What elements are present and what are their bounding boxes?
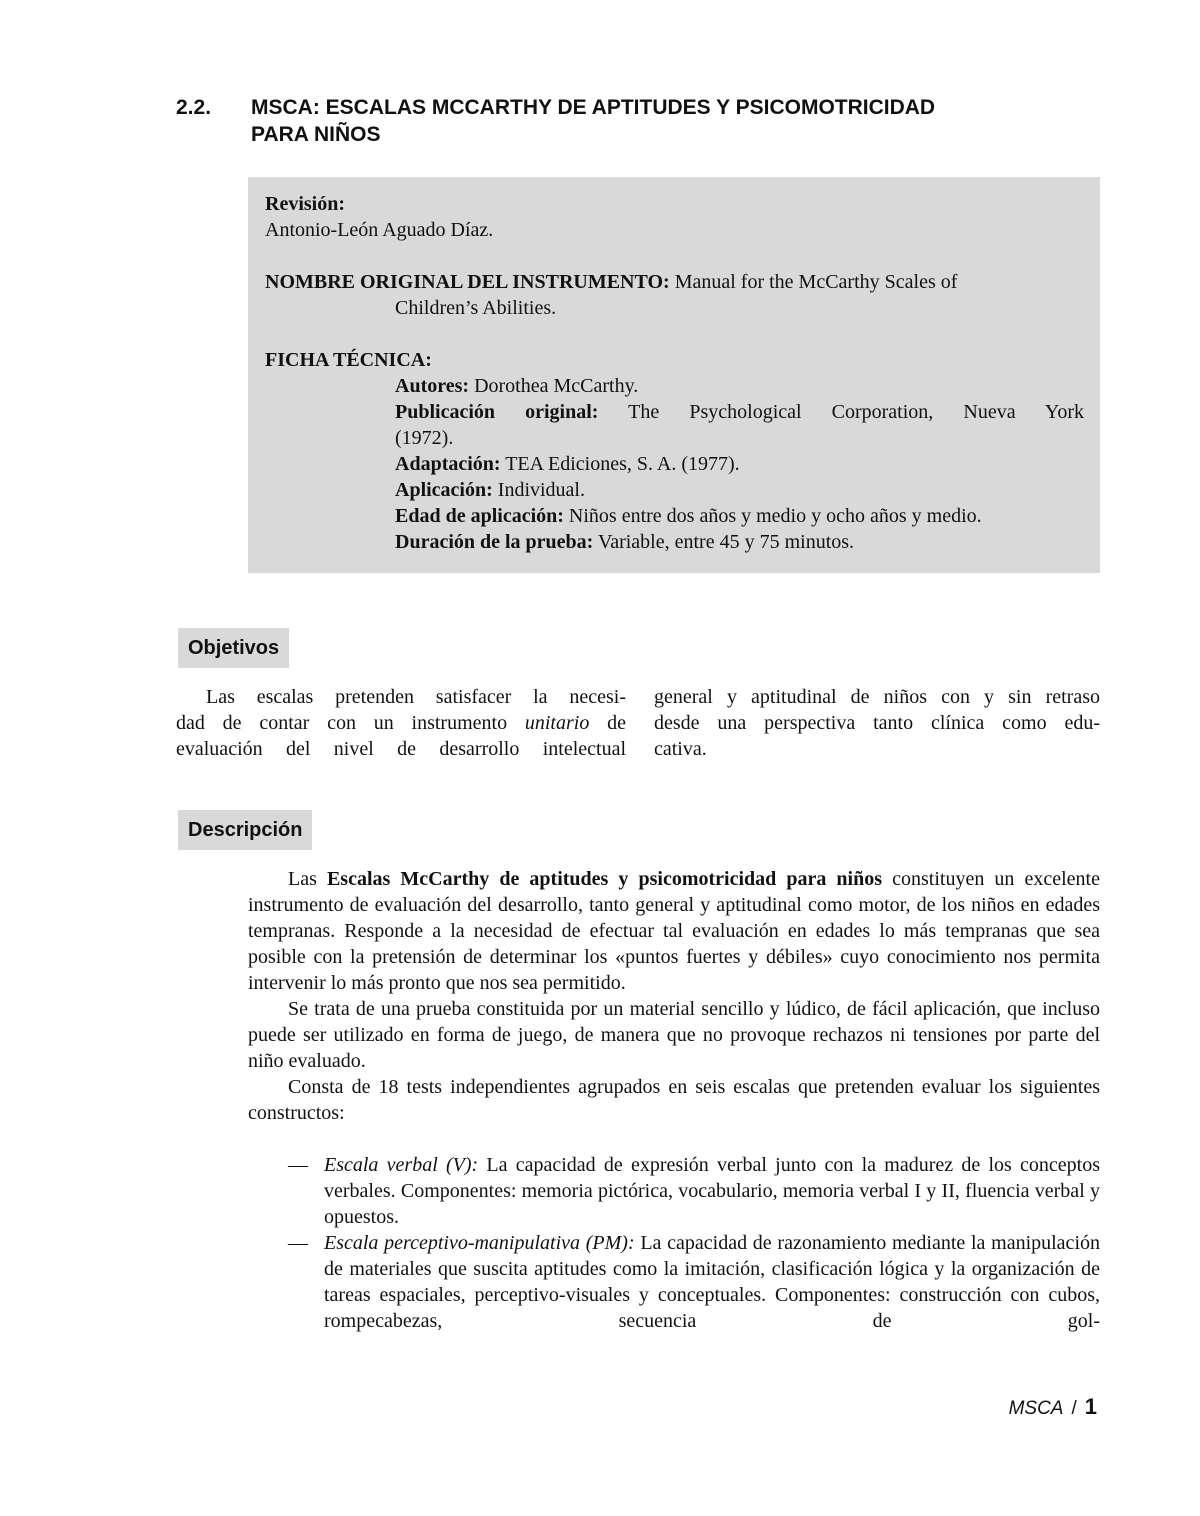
- scales-list: [248, 1152, 1100, 1334]
- page-number: 1: [1084, 1394, 1097, 1419]
- section-title: [251, 94, 1111, 148]
- descripcion-label: Descripción: [178, 810, 312, 850]
- list-dash: —: [288, 1232, 308, 1254]
- edad-value: Niños entre dos años y medio y ocho años y medio.: [568, 505, 982, 527]
- ficha-edad: [265, 503, 1084, 529]
- publicacion-value-2: (1972).: [395, 427, 454, 449]
- objetivos-right-line-1: general y aptitudinal de niños con y sin retraso: [654, 686, 1100, 708]
- list-item: [248, 1152, 1100, 1230]
- duracion-label: Duración de la prueba:: [395, 531, 594, 553]
- section-title-line-1: MSCA: ESCALAS MCCARTHY DE APTITUDES Y PSICOMOTRICIDAD: [251, 96, 936, 119]
- section-number: 2.2.: [176, 96, 212, 119]
- revision-label: Revisión:: [265, 193, 345, 215]
- list-item-title: Escala perceptivo-manipulativa (PM):: [324, 1232, 635, 1254]
- objetivos-left-line-2b: de: [589, 712, 626, 734]
- list-item-title: Escala verbal (V):: [324, 1154, 479, 1176]
- technical-info-box: [248, 177, 1100, 573]
- page-footer: [1009, 1394, 1097, 1420]
- objetivos-right-line-2: desde una perspectiva tanto clínica como edu-: [654, 712, 1100, 734]
- original-name-label: NOMBRE ORIGINAL DEL INSTRUMENTO:: [265, 271, 670, 293]
- publicacion-label: Publicación original:: [395, 401, 599, 423]
- ficha-adaptacion: [265, 451, 1084, 477]
- ficha-label: FICHA TÉCNICA:: [265, 349, 432, 371]
- original-name-block: [265, 269, 1084, 321]
- objetivos-label: Objetivos: [178, 628, 289, 668]
- descripcion-text: [248, 866, 1100, 1334]
- scale-name-emphasis: Escalas McCarthy de aptitudes y psicomotricidad para niños: [326, 868, 883, 890]
- adaptacion-value: TEA Ediciones, S. A. (1977).: [505, 453, 740, 475]
- adaptacion-label: Adaptación:: [395, 453, 501, 475]
- autores-value: Dorothea McCarthy.: [474, 375, 639, 397]
- footer-doc-name: MSCA: [1008, 1398, 1064, 1419]
- revision-value: Antonio-León Aguado Díaz.: [265, 219, 494, 241]
- list-item: [248, 1230, 1100, 1334]
- objetivos-right-line-3: cativa.: [654, 738, 707, 760]
- objetivos-column-right: [654, 684, 1100, 762]
- p1-rest: constituyen un excelente instrumento de evaluación del desarrollo, tanto general y aptitudinal como motor, de los niños en edades tempranas. Responde a la necesidad de efectuar tal evaluación en edades lo más tempranas que sea posible con la pretensión de determinar los «puntos fuertes y débiles» cuyo conocimiento nos permita intervenir lo más pronto que nos sea permitido.: [248, 868, 1100, 994]
- objetivos-left-line-2a: dad de contar con un instrumento: [176, 712, 525, 734]
- original-name-value-1: Manual for the McCarthy Scales of: [674, 271, 958, 293]
- revision-block: [265, 191, 1084, 243]
- list-item-text: La capacidad de expresión verbal junto con la madurez de los conceptos verbales. Componentes: memoria pictórica, vocabulario, memoria verbal I y II, fluencia verbal y opuestos.: [324, 1154, 1100, 1228]
- ficha-aplicacion: [265, 477, 1084, 503]
- objetivos-left-line-1: Las escalas pretenden satisfacer la necesi-: [206, 686, 626, 708]
- descripcion-paragraph-3: Consta de 18 tests independientes agrupados en seis escalas que pretenden evaluar los siguientes constructos:: [248, 1076, 1100, 1124]
- aplicacion-label: Aplicación:: [395, 479, 493, 501]
- objetivos-left-line-2: [176, 710, 626, 736]
- publicacion-value-1: The Psychological Corporation, Nueva York: [628, 401, 1085, 423]
- original-name-value-2: Children’s Abilities.: [395, 297, 557, 319]
- edad-label: Edad de aplicación:: [395, 505, 564, 527]
- descripcion-paragraph-2: Se trata de una prueba constituida por un material sencillo y lúdico, de fácil aplicación, que incluso puede ser utilizado en forma de juego, de manera que no provoque rechazos ni tensiones por parte del niño evaluado.: [248, 998, 1100, 1072]
- ficha-block: [265, 347, 1084, 555]
- unitario-emphasis: unitario: [524, 712, 590, 734]
- duracion-value: Variable, entre 45 y 75 minutos.: [597, 531, 855, 553]
- aplicacion-value: Individual.: [497, 479, 585, 501]
- ficha-publicacion: [265, 399, 1084, 425]
- objetivos-column-left: [176, 684, 626, 762]
- descripcion-paragraph-1: [248, 866, 1100, 996]
- footer-separator: /: [1071, 1398, 1077, 1419]
- ficha-autores: [265, 373, 1084, 399]
- list-dash: —: [288, 1154, 308, 1176]
- section-title-line-2: PARA NIÑOS: [251, 123, 381, 146]
- autores-label: Autores:: [395, 375, 470, 397]
- ficha-duracion: [265, 529, 1084, 555]
- objetivos-left-line-3: evaluación del nivel de desarrollo intelectual: [176, 738, 626, 760]
- p1-start: Las: [288, 868, 327, 890]
- list-item-text: La capacidad de razonamiento mediante la manipulación de materiales que suscita aptitudes como la imitación, clasificación lógica y la organización de tareas espaciales, perceptivo-visuales y conceptuales. Componentes: construcción con cubos, rompecabezas, secuencia de gol-: [324, 1232, 1100, 1332]
